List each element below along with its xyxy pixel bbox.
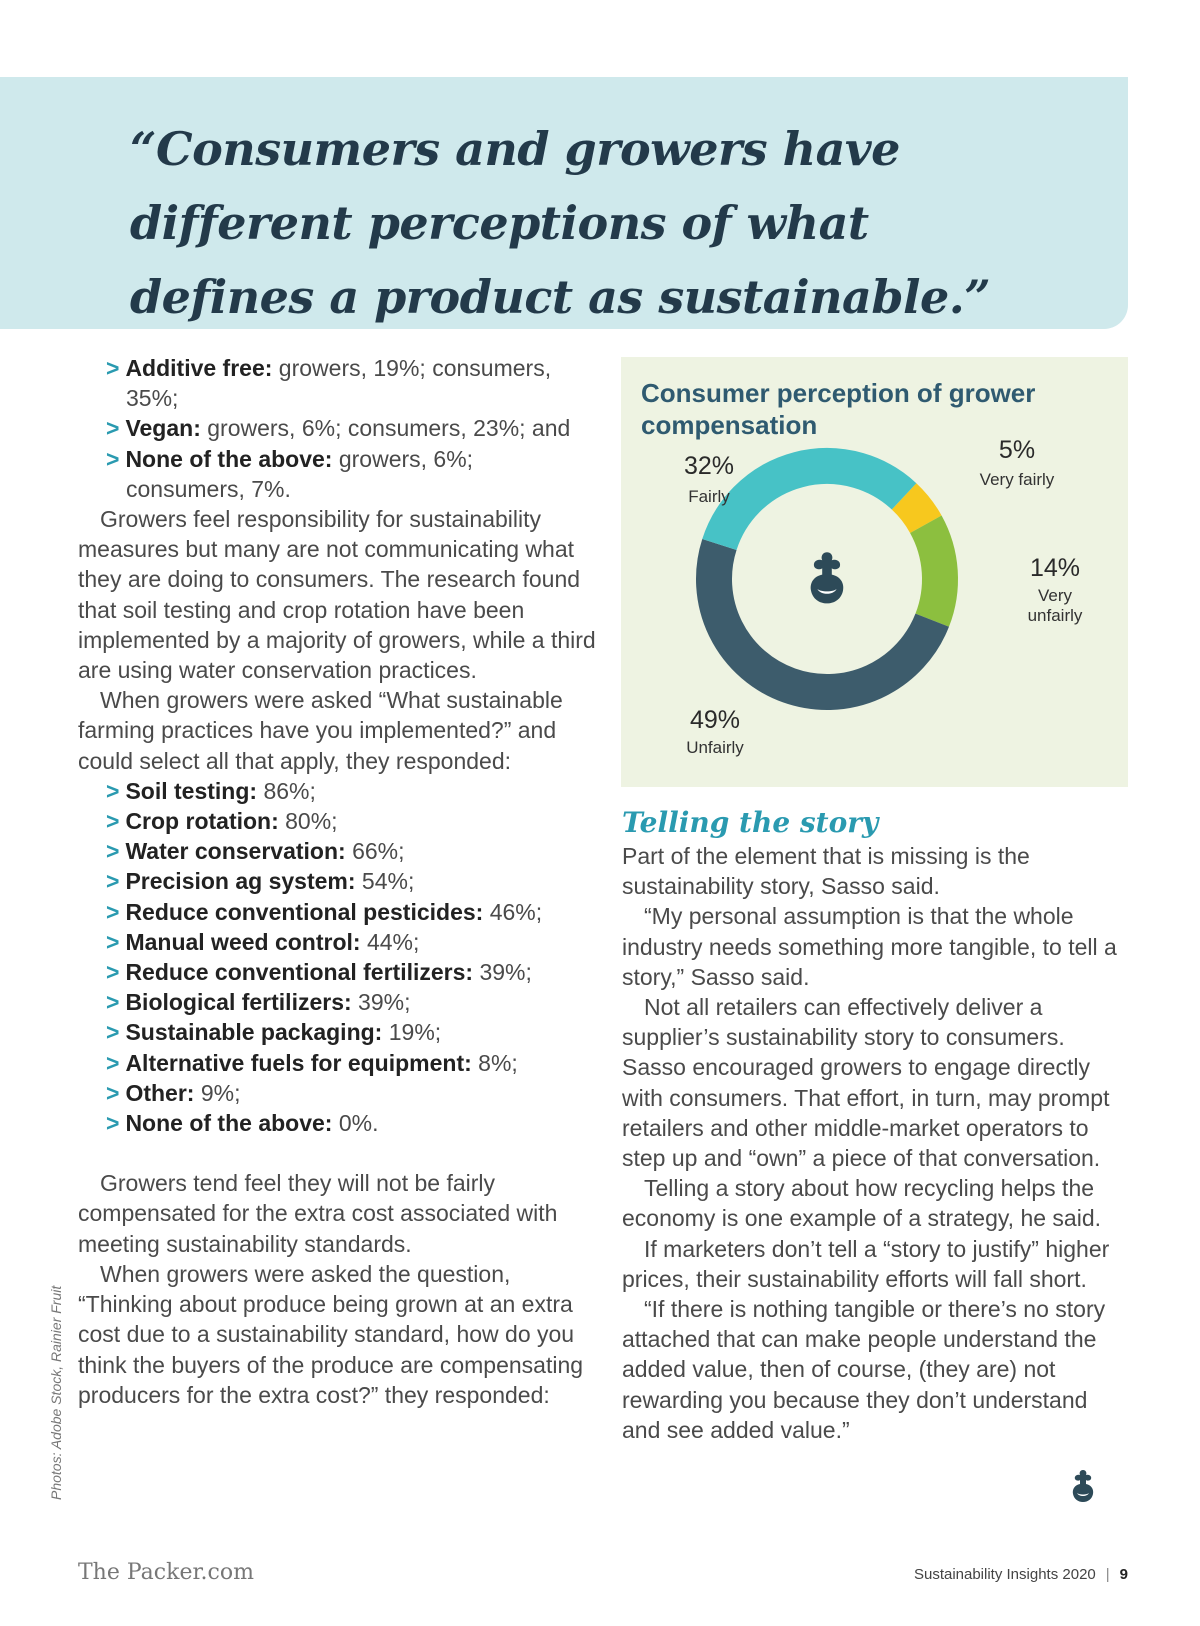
list-item-label: Vegan: — [125, 415, 201, 442]
publication-name: Sustainability Insights 2020 — [913, 1566, 1096, 1583]
slice-category-label: Very unfairly — [1027, 586, 1083, 625]
list-item-label: Precision ag system: — [125, 868, 356, 895]
tree-knot-icon — [1068, 1468, 1098, 1504]
list-item — [102, 836, 598, 866]
list-item — [102, 897, 598, 927]
attribute-list — [78, 353, 598, 504]
paragraph: When growers were asked the question, “Thinking about produce being grown at an extra cost due to a sustainability standard, how do you think the buyers of the produce are compensating producers for the extra cost?” they responded: — [78, 1260, 584, 1408]
list-item-label: Water conservation: — [125, 838, 346, 865]
paragraph: Telling a story about how recycling helps the economy is one example of a strategy, he said. — [622, 1175, 1102, 1232]
list-item-label: Manual weed control: — [125, 928, 361, 955]
list-item-value: 0%. — [332, 1110, 379, 1137]
footer-site: The Packer.com — [78, 1560, 254, 1585]
list-item-label: Additive free: — [125, 355, 273, 381]
list-item — [102, 1017, 598, 1047]
list-item-value: 8%; — [471, 1049, 518, 1076]
practices-list — [78, 776, 598, 1138]
donut-chart — [621, 357, 1128, 787]
footer-publication — [914, 1566, 1128, 1583]
photo-credit: Photos: Adobe Stock, Rainier Fruit — [48, 1285, 64, 1500]
arrow-bullet-icon: > — [106, 445, 120, 472]
arrow-bullet-icon: > — [106, 898, 120, 925]
paragraph: “If there is nothing tangible or there’s no story attached that can make people understand the added value, then of course, (they are) not rewarding you because they don’t understand and see added value.” — [622, 1296, 1106, 1443]
slice-value-label: 32% — [683, 452, 735, 480]
list-item-label: Other: — [125, 1079, 195, 1106]
list-item — [102, 1108, 598, 1138]
list-item-label: Soil testing: — [125, 777, 258, 804]
list-item — [102, 353, 598, 413]
slice-value-label: 49% — [689, 706, 741, 734]
list-item-value: 80%; — [278, 808, 338, 835]
list-item-label: Reduce conventional fertilizers: — [125, 959, 474, 986]
paragraph: Not all retailers can effectively deliver a supplier’s sustainability story to consumers. Sasso encouraged growers to engage directly with consumers. That effort, in turn, may prompt retailers and other middle-market operators to step up and “own” a piece of that conversation. — [622, 994, 1110, 1172]
list-item-label: None of the above: — [125, 445, 333, 472]
list-item-value: 44%; — [360, 928, 420, 955]
paragraph: When growers were asked “What sustainable farming practices have you implemented?” and could select all that apply, they responded: — [78, 687, 563, 774]
list-item-value: 66%; — [345, 838, 405, 865]
arrow-bullet-icon: > — [106, 1079, 120, 1106]
arrow-bullet-icon: > — [106, 959, 120, 986]
list-item-value: 19%; — [382, 1019, 442, 1046]
left-column — [78, 353, 598, 1410]
list-item — [102, 806, 598, 836]
list-item-label: Sustainable packaging: — [125, 1019, 383, 1046]
donut-slice-very-fairly — [904, 496, 926, 524]
list-item — [102, 927, 598, 957]
list-item — [102, 866, 598, 896]
arrow-bullet-icon: > — [106, 838, 120, 865]
arrow-bullet-icon: > — [106, 928, 120, 955]
right-column — [622, 841, 1132, 1445]
paragraph: Part of the element that is missing is the sustainability story, Sasso said. — [622, 843, 1030, 900]
list-item-value: 54%; — [355, 868, 415, 895]
paragraph: Growers tend feel they will not be fairly compensated for the extra cost associated with meeting sustainability standards. — [78, 1170, 558, 1257]
slice-value-label: 14% — [1029, 554, 1081, 582]
donut-slice-fairly — [719, 466, 904, 544]
list-item-label: None of the above: — [125, 1110, 333, 1137]
list-item — [102, 776, 598, 806]
page-number: 9 — [1119, 1566, 1128, 1583]
paragraph: “My personal assumption is that the whole industry needs something more tangible, to tell a story,” Sasso said. — [622, 903, 1117, 990]
section-subhead: Telling the story — [622, 806, 879, 839]
list-item-value: growers, 6%; consumers, 23%; and — [200, 415, 571, 442]
slice-category-label: Fairly — [688, 487, 730, 506]
list-item — [102, 444, 598, 504]
list-item-label: Alternative fuels for equipment: — [125, 1049, 472, 1076]
list-item-label: Crop rotation: — [125, 808, 279, 835]
pull-quote: “Consumers and growers have different perceptions of what defines a product as sustainable.” — [130, 122, 991, 324]
chart-title: Consumer perception of grower compensation — [641, 378, 1036, 440]
list-item-value: 86%; — [257, 777, 316, 804]
list-item-value: 39%; — [473, 959, 532, 986]
donut-chart-panel — [621, 357, 1128, 787]
tree-knot-icon — [811, 552, 844, 603]
list-item-value: growers, 19%; consumers, 35%; — [126, 355, 552, 412]
arrow-bullet-icon: > — [106, 415, 120, 442]
list-item-label: Biological fertilizers: — [125, 989, 352, 1016]
slice-category-label: Very fairly — [979, 470, 1055, 489]
separator: | — [1105, 1566, 1110, 1583]
arrow-bullet-icon: > — [106, 355, 120, 381]
list-item — [102, 987, 598, 1017]
list-item — [102, 1048, 598, 1078]
list-item-value: growers, 6%; consumers, 7%. — [126, 445, 474, 502]
paragraph: Growers feel responsibility for sustainability measures but many are not communicating what they are doing to consumers. The research found that soil testing and crop rotation have been implemented by a majority of growers, while a third are using water conservation practices. — [78, 506, 596, 684]
arrow-bullet-icon: > — [106, 777, 120, 804]
paragraph: If marketers don’t tell a “story to justify” higher prices, their sustainability efforts will fall short. — [622, 1235, 1110, 1292]
donut-slice-very-unfairly — [926, 524, 940, 620]
list-item — [102, 1078, 598, 1108]
list-item-value: 46%; — [483, 898, 543, 925]
slice-category-label: Unfairly — [686, 738, 744, 757]
arrow-bullet-icon: > — [106, 1049, 120, 1076]
list-item-value: 39%; — [351, 989, 411, 1016]
list-item-value: 9%; — [194, 1079, 241, 1106]
slice-value-label: 5% — [998, 436, 1036, 464]
list-item — [102, 413, 598, 443]
arrow-bullet-icon: > — [106, 868, 120, 895]
arrow-bullet-icon: > — [106, 1019, 120, 1046]
list-item-label: Reduce conventional pesticides: — [125, 898, 484, 925]
arrow-bullet-icon: > — [106, 1110, 120, 1137]
arrow-bullet-icon: > — [106, 808, 120, 835]
arrow-bullet-icon: > — [106, 989, 120, 1016]
list-item — [102, 957, 598, 987]
